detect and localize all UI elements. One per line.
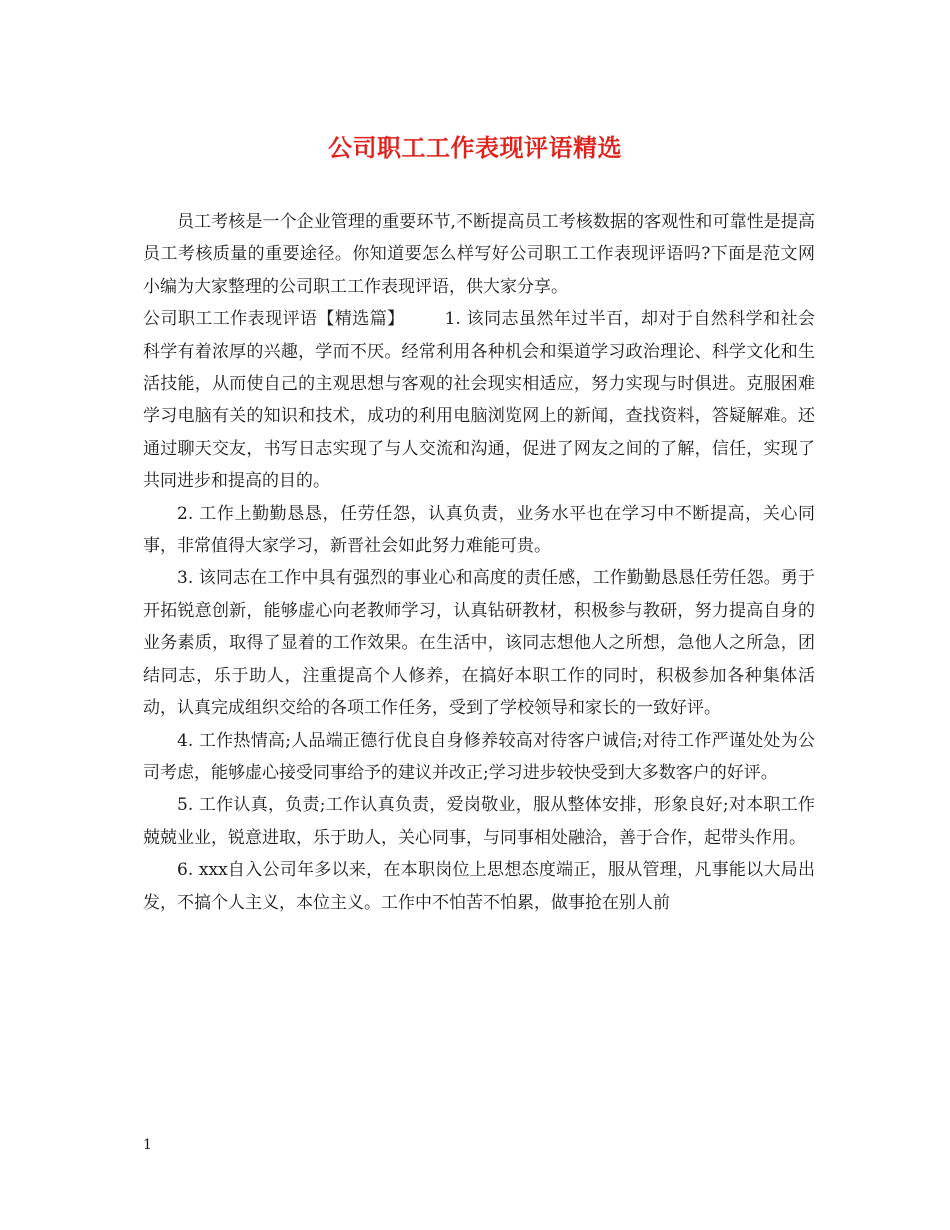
page-title: 公司职工工作表现评语精选: [328, 133, 622, 162]
item-paragraph-1: [143, 303, 815, 497]
section-label: 公司职工工作表现评语【精选篇】: [143, 309, 405, 330]
intro-paragraph: 员工考核是一个企业管理的重要环节,不断提高员工考核数据的客观性和可靠性是提高员工考核质量的重要途径。你知道要怎么样写好公司职工工作表现评语吗?下面是范文网小编为大家整理的公司职工工作表现评语，供大家分享。: [143, 212, 815, 297]
item-text-1: 1. 该同志虽然年过半百，却对于自然科学和社会科学有着浓厚的兴趣，学而不厌。经常利用各种机会和渠道学习政治理论、科学文化和生活技能，从而使自己的主观思想与客观的社会现实相适应，努力实现与时俱进。克服困难学习电脑有关的知识和技术，成功的利用电脑浏览网上的新闻，查找资料，答疑解难。还通过聊天交友，书写日志实现了与人交流和沟通，促进了网友之间的了解，信任，实现了共同进步和提高的目的。: [143, 309, 816, 492]
item-paragraph-3: 3. 该同志在工作中具有强烈的事业心和高度的责任感，工作勤勤恳恳任劳任怨。勇于开拓锐意创新，能够虚心向老教师学习，认真钻研教材，积极参与教研，努力提高自身的业务素质，取得了显着的工作效果。在生活中，该同志想他人之所想，急他人之所急，团结同志，乐于助人，注重提高个人修养，在搞好本职工作的同时，积极参加各种集体活动，认真完成组织交给的各项工作任务，受到了学校领导和家长的一致好评。: [143, 568, 815, 719]
item-paragraph-4: 4. 工作热情高;人品端正德行优良自身修养较高对待客户诚信;对待工作严谨处处为公司考虑，能够虚心接受同事给予的建议并改正;学习进步较快受到大多数客户的好评。: [143, 730, 815, 783]
item-paragraph-2: 2. 工作上勤勤恳恳，任劳任怨，认真负责，业务水平也在学习中不断提高，关心同事，非常值得大家学习，新晋社会如此努力难能可贵。: [143, 503, 815, 557]
document-body: [143, 206, 815, 919]
item-paragraph-5: 5. 工作认真，负责;工作认真负责，爱岗敬业，服从整体安排，形象良好;对本职工作兢兢业业，锐意进取，乐于助人，关心同事，与同事相处融洽，善于合作，起带头作用。: [143, 795, 815, 848]
page-number: 1: [143, 1137, 152, 1153]
item-paragraph-6: 6. xxx自入公司年多以来，在本职岗位上思想态度端正，服从管理，凡事能以大局出发，不搞个人主义，本位主义。工作中不怕苦不怕累，做事抢在别人前: [143, 860, 815, 913]
